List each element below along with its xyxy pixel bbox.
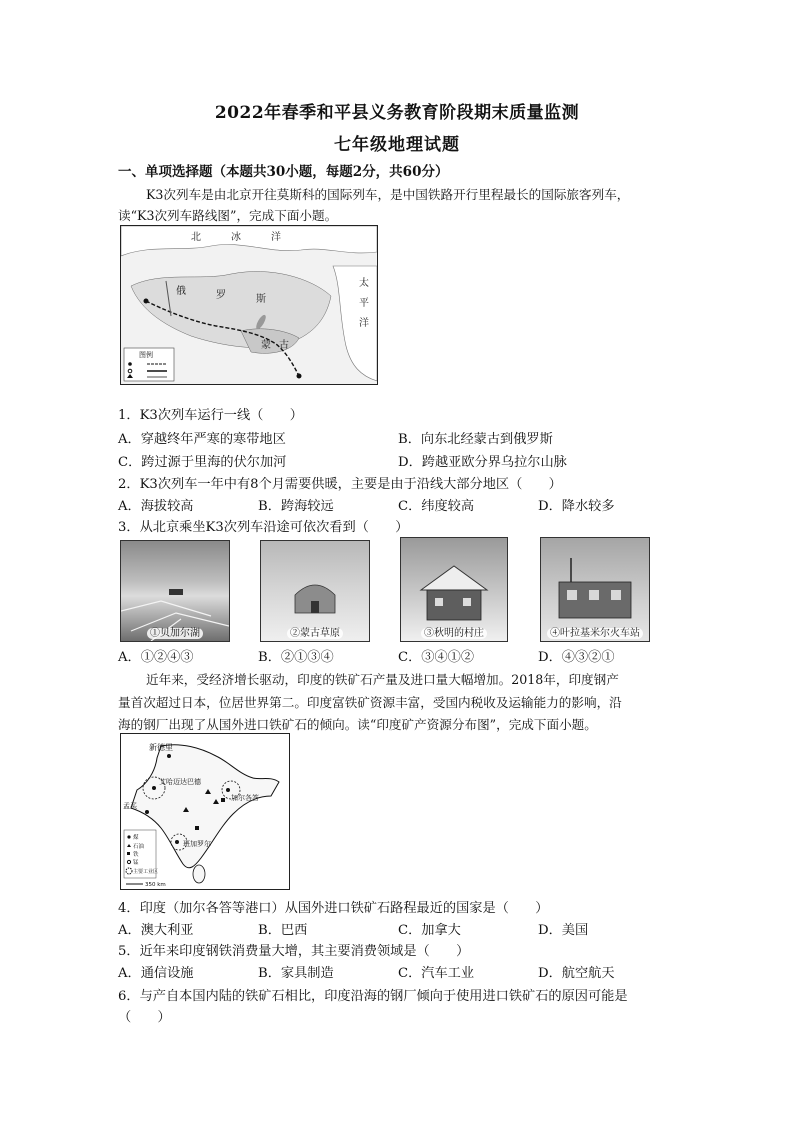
map1-label-yang2: 洋	[359, 318, 369, 329]
photo-caption-1: ①贝加尔湖	[147, 628, 203, 639]
q2-option-a[interactable]: A．海拔较高	[118, 499, 194, 514]
q2-option-b[interactable]: B．跨海较远	[258, 499, 334, 514]
q5-option-a[interactable]: A．通信设施	[118, 966, 194, 981]
q1-option-c[interactable]: C．跨过源于里海的伏尔加河	[118, 455, 287, 470]
k3-route-map	[120, 225, 378, 385]
legend-oil: 石油	[133, 844, 145, 850]
photo-mongolian-grassland	[260, 540, 370, 642]
section-heading: 一、单项选择题（本题共30小题，每题2分，共60分）	[118, 164, 449, 180]
exam-title: 2022年春季和平县义务教育阶段期末质量监测	[214, 103, 580, 123]
q3-option-a[interactable]: A．①②④③	[118, 650, 194, 665]
india-mineral-map-drawing	[121, 734, 289, 889]
map1-label-luo: 罗	[216, 290, 226, 301]
city-bangalore: 班加罗尔	[183, 840, 211, 848]
q1-option-a[interactable]: A．穿越终年严寒的寒带地区	[118, 432, 286, 447]
q3-option-d[interactable]: D．④③②①	[538, 650, 615, 665]
map1-label-yang1: 洋	[271, 232, 281, 243]
q3-option-b[interactable]: B．②①③④	[258, 650, 334, 665]
legend-industrial: 主要工业区	[133, 869, 159, 875]
india-mineral-map	[120, 733, 290, 890]
map1-label-ping: 平	[359, 298, 369, 309]
q5-option-b[interactable]: B．家具制造	[258, 966, 334, 981]
q3-option-c[interactable]: C．③④①②	[398, 650, 475, 665]
photo-caption-3: ③秋明的村庄	[421, 628, 487, 639]
k3-route-map-drawing	[121, 226, 377, 384]
photo-baikal-lake	[120, 540, 230, 642]
q5-stem: 5．近年来印度钢铁消费量大增，其主要消费领域是（ ）	[118, 944, 470, 959]
q1-stem: 1．K3次列车运行一线（ ）	[118, 408, 303, 423]
map1-label-bei: 北	[191, 232, 201, 243]
intro2-line3: 海的钢厂出现了从国外进口铁矿石的倾向。读“印度矿产资源分布图”，完成下面小题。	[118, 717, 597, 732]
q4-option-c[interactable]: C．加拿大	[398, 923, 461, 938]
q2-option-d[interactable]: D．降水较多	[538, 499, 615, 514]
intro2-line1: 近年来，受经济增长驱动，印度的铁矿石产量及进口量大幅增加。2018年，印度钢产	[146, 672, 619, 687]
map1-label-tai: 太	[359, 278, 369, 289]
map1-label-e: 俄	[176, 286, 186, 297]
q1-option-b[interactable]: B．向东北经蒙古到俄罗斯	[398, 432, 553, 447]
photo-caption-4: ④叶拉基米尔火车站	[547, 628, 643, 639]
q3-stem: 3．从北京乘坐K3次列车沿途可依次看到（ ）	[118, 520, 409, 535]
map2-scale: 350 km	[145, 882, 166, 888]
q5-option-c[interactable]: C．汽车工业	[398, 966, 475, 981]
map1-label-gu: 古	[279, 340, 289, 351]
photo-tyumen-village	[400, 537, 508, 642]
map1-label-meng: 蒙	[261, 340, 271, 351]
map1-label-si: 斯	[256, 294, 266, 305]
city-kolkata: 加尔各答	[231, 794, 259, 802]
intro2-line2: 量首次超过日本，位居世界第二。印度富铁矿资源丰富，受国内税收及运输能力的影响，沿	[118, 695, 622, 710]
q1-option-d[interactable]: D．跨越亚欧分界乌拉尔山脉	[398, 455, 567, 470]
exam-subtitle: 七年级地理试题	[334, 135, 460, 155]
q6-blank: （ ）	[118, 1010, 171, 1025]
photo-caption-2: ②蒙古草原	[287, 628, 343, 639]
q4-stem: 4．印度（加尔各答等港口）从国外进口铁矿石路程最近的国家是（ ）	[118, 901, 549, 916]
legend-coal: 煤	[133, 835, 139, 841]
q2-stem: 2．K3次列车一年中有8个月需要供暖，主要是由于沿线大部分地区（ ）	[118, 477, 562, 492]
legend-manganese: 锰	[133, 860, 139, 866]
q4-option-b[interactable]: B．巴西	[258, 923, 308, 938]
intro1-line2: 读“K3次列车路线图”，完成下面小题。	[118, 208, 338, 223]
city-ahmedabad: 艾哈迈达巴德	[159, 778, 201, 786]
q5-option-d[interactable]: D．航空航天	[538, 966, 615, 981]
map1-label-bing: 冰	[231, 232, 241, 243]
q6-stem: 6．与产自本国内陆的铁矿石相比，印度沿海的钢厂倾向于使用进口铁矿石的原因可能是	[118, 989, 628, 1004]
city-mumbai: 孟买	[123, 802, 137, 810]
q4-option-d[interactable]: D．美国	[538, 923, 589, 938]
q4-option-a[interactable]: A．澳大利亚	[118, 923, 194, 938]
legend-iron: 铁	[133, 852, 139, 858]
photo-railway-station	[540, 537, 650, 642]
q2-option-c[interactable]: C．纬度较高	[398, 499, 475, 514]
intro1-line1: K3次列车是由北京开往莫斯科的国际列车，是中国铁路开行里程最长的国际旅客列车，	[146, 187, 630, 202]
city-new-delhi: 新德里	[149, 743, 173, 752]
map1-legend-title: 图例	[139, 351, 153, 359]
